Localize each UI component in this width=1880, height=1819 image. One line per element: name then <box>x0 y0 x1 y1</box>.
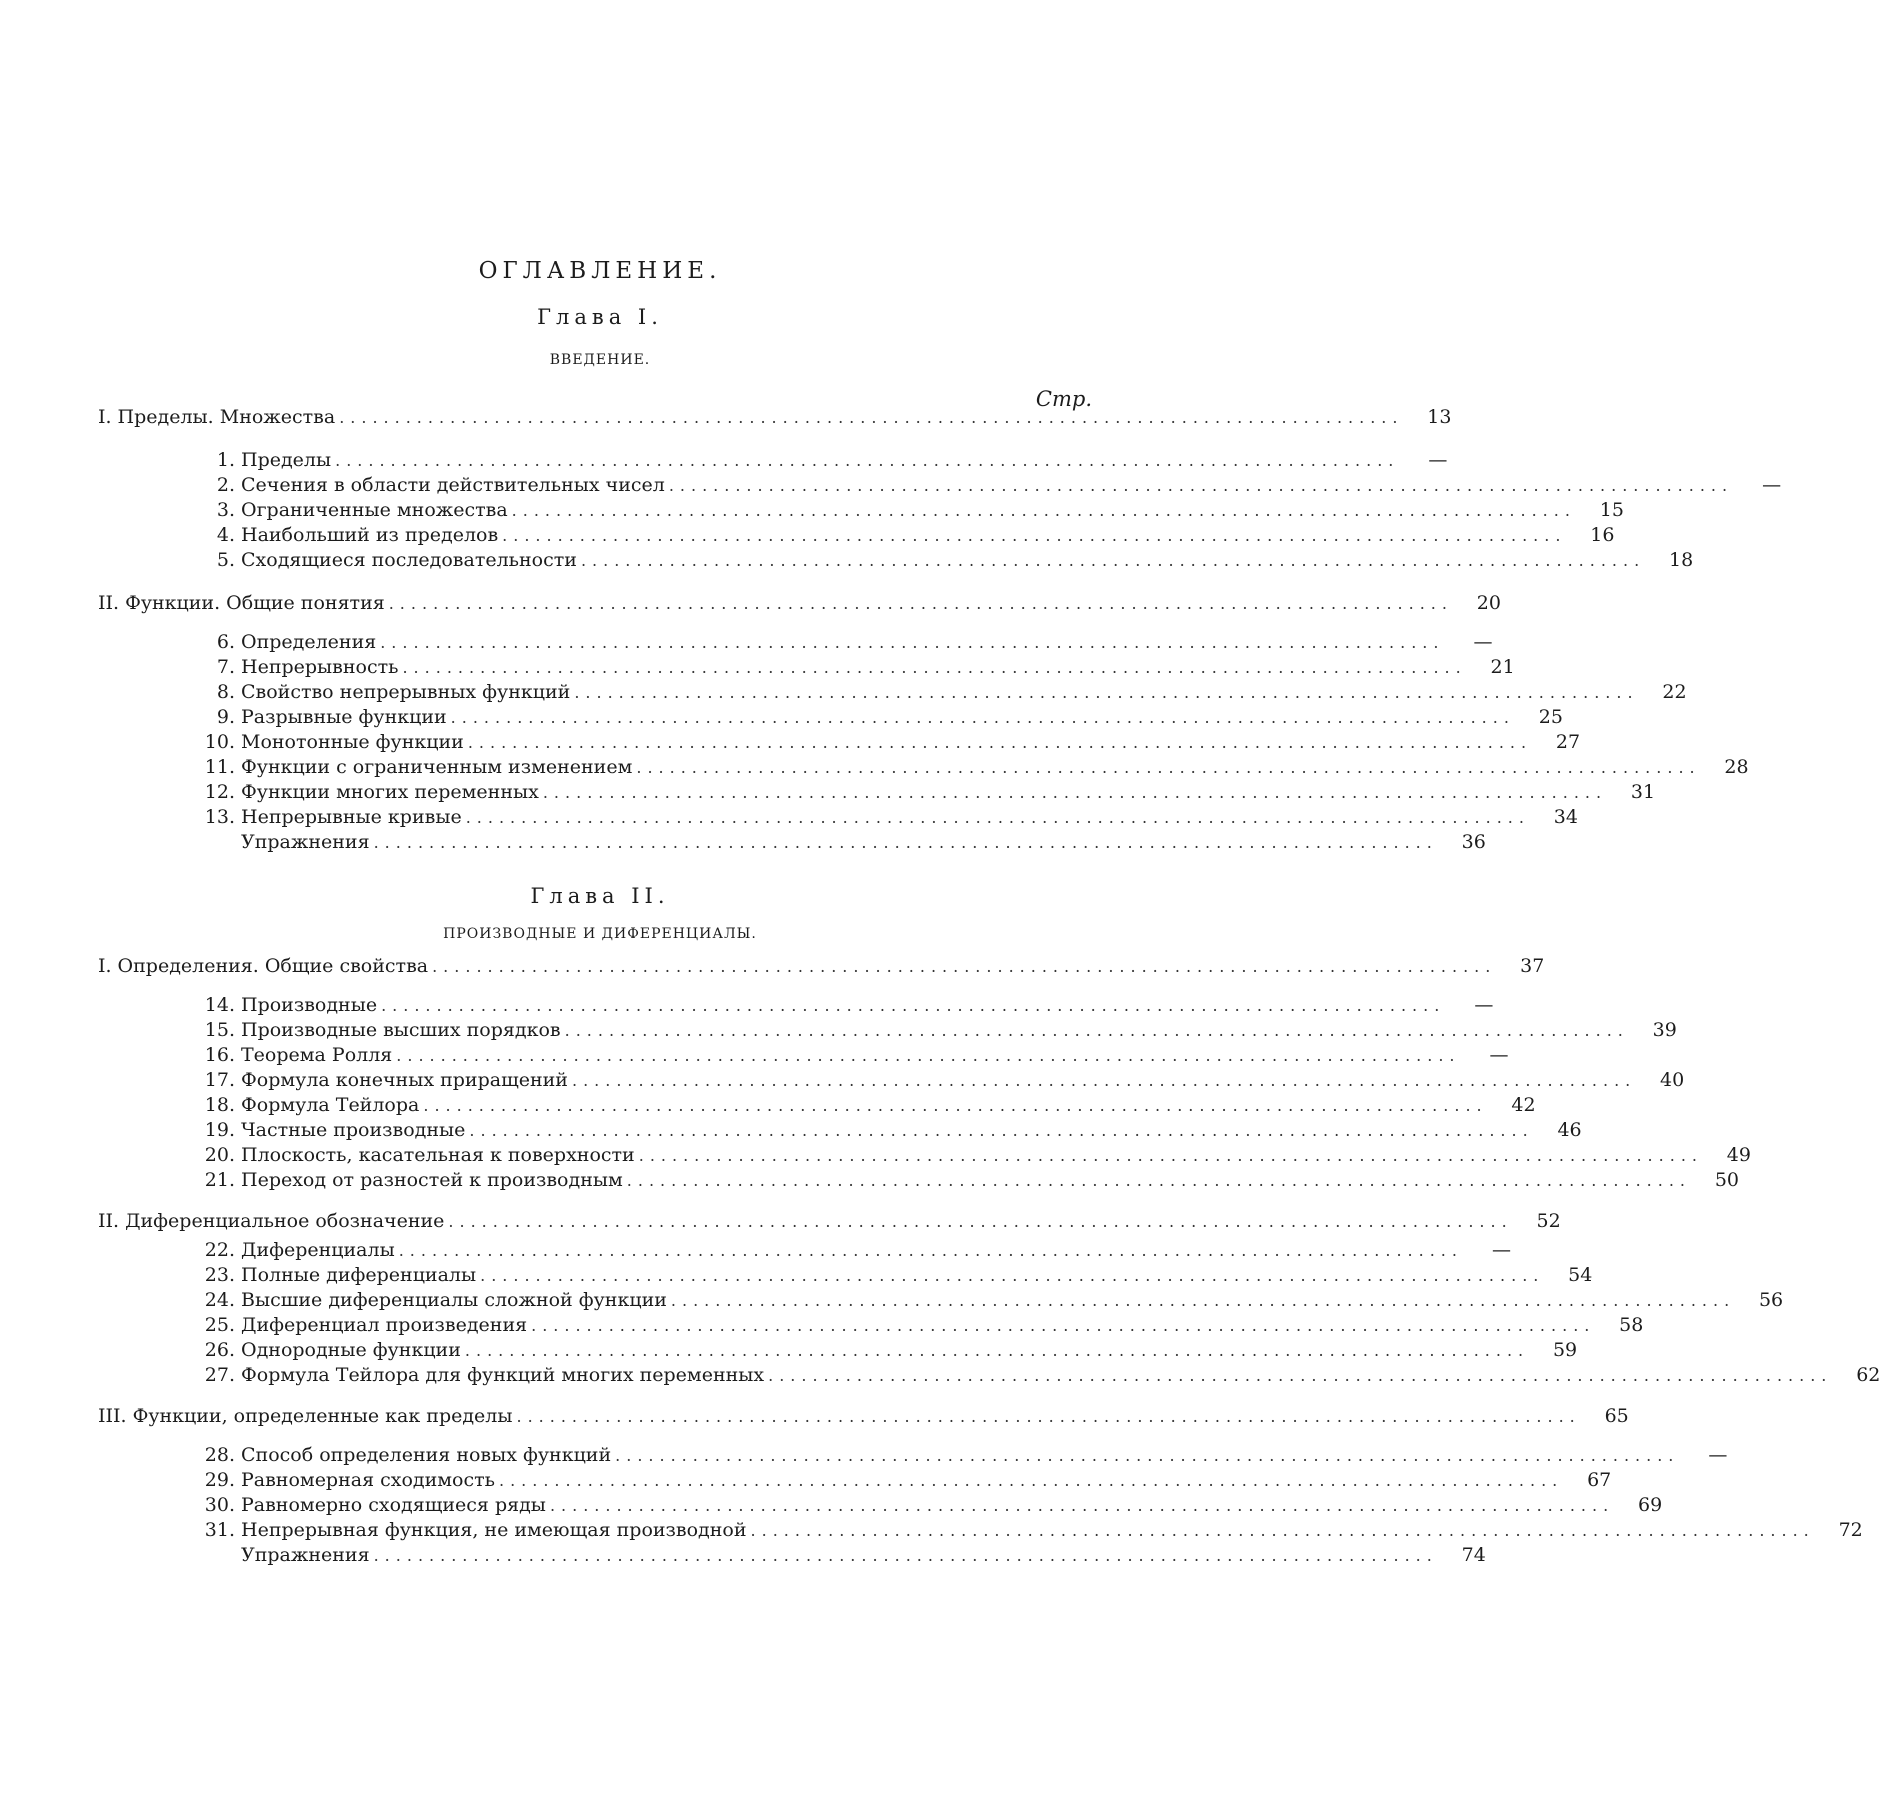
item-number: 29. <box>204 1469 235 1491</box>
item-page: 31 <box>1630 781 1656 803</box>
item-page: 42 <box>1511 1094 1536 1116</box>
toc-item[interactable] <box>180 1118 1582 1143</box>
item-title: Диференциалы <box>241 1239 395 1261</box>
dot-leader: ................................................................................................ <box>516 1407 1581 1426</box>
dot-leader: ................................................................................................ <box>668 476 1734 495</box>
chapter-2-subheading: ПРОИЗВОДНЫЕ И ДИФЕРЕНЦИАЛЫ. <box>443 926 757 942</box>
section-page: 65 <box>1604 1405 1629 1427</box>
dot-leader: ................................................................................................ <box>670 1291 1736 1310</box>
dot-leader: ................................................................................................ <box>615 1446 1680 1465</box>
item-page: 18 <box>1669 549 1694 571</box>
item-number: 9. <box>216 706 235 728</box>
item-title: Наибольший из пределов <box>241 524 499 546</box>
item-page: 67 <box>1587 1469 1612 1491</box>
dot-leader: ................................................................................................ <box>564 1021 1629 1040</box>
dot-leader: ................................................................................................ <box>571 1071 1637 1090</box>
item-page: — <box>1489 1044 1509 1066</box>
dot-leader: ................................................................................................ <box>469 1121 1534 1140</box>
item-page: 40 <box>1660 1069 1685 1091</box>
section-title: Диференциальное обозначение <box>125 1210 445 1232</box>
item-page: — <box>1428 449 1448 471</box>
toc-section[interactable] <box>98 1209 1561 1234</box>
toc-item[interactable] <box>180 1313 1644 1338</box>
toc-item[interactable] <box>180 993 1494 1018</box>
chapter-1-subheading: ВВЕДЕНИЕ. <box>549 352 651 368</box>
page-column-header: Стр. <box>1035 387 1092 411</box>
item-page: 49 <box>1726 1144 1751 1166</box>
item-number: 1. <box>216 449 235 471</box>
item-title: Сечения в области действительных чисел <box>241 474 665 496</box>
item-title: Упражнения <box>241 831 370 853</box>
dot-leader: ................................................................................................ <box>432 957 1497 976</box>
item-title: Непрерывная функция, не имеющая производной <box>241 1519 747 1541</box>
toc-item[interactable] <box>180 730 1581 755</box>
section-page: 52 <box>1536 1210 1561 1232</box>
item-title: Высшие диференциалы сложной функции <box>241 1289 667 1311</box>
item-page: 36 <box>1461 831 1486 853</box>
item-number: 6. <box>216 631 235 653</box>
dot-leader: ................................................................................................ <box>464 1341 1530 1360</box>
dot-leader: ................................................................................................ <box>373 833 1438 852</box>
toc-item[interactable] <box>180 1363 1880 1388</box>
item-number: 14. <box>204 994 235 1016</box>
section-number: I. <box>98 406 112 428</box>
item-number: 23. <box>204 1264 235 1286</box>
item-page: 58 <box>1619 1314 1644 1336</box>
item-title: Плоскость, касательная к поверхности <box>241 1144 635 1166</box>
item-title: Диференциал произведения <box>241 1314 528 1336</box>
dot-leader: ................................................................................................ <box>335 451 1400 470</box>
dot-leader: ................................................................................................ <box>636 758 1701 777</box>
dot-leader: ................................................................................................ <box>388 594 1453 613</box>
dot-leader: ................................................................................................ <box>465 808 1530 827</box>
item-title: Монотонные функции <box>241 731 464 753</box>
item-number: 28. <box>204 1444 235 1466</box>
item-number: 18. <box>204 1094 235 1116</box>
item-title: Упражнения <box>241 1544 370 1566</box>
item-number: 20. <box>204 1144 235 1166</box>
dot-leader: ................................................................................................ <box>626 1171 1692 1190</box>
item-number: 30. <box>204 1494 235 1516</box>
section-page: 13 <box>1427 406 1452 428</box>
toc-item[interactable] <box>180 548 1694 573</box>
toc-item[interactable] <box>180 1068 1685 1093</box>
item-title: Формула конечных приращений <box>241 1069 568 1091</box>
chapter-1-heading: Глава I. <box>537 305 663 329</box>
dot-leader: ................................................................................................ <box>381 996 1446 1015</box>
item-number: 27. <box>204 1364 235 1386</box>
toc-item[interactable] <box>180 1288 1784 1313</box>
item-title: Формула Тейлора для функций многих переменных <box>241 1364 765 1386</box>
item-page: 27 <box>1555 731 1581 753</box>
item-title: Однородные функции <box>241 1339 461 1361</box>
item-title: Непрерывность <box>241 656 399 678</box>
item-page: 39 <box>1652 1019 1677 1041</box>
item-number: 3. <box>216 499 235 521</box>
item-title: Частные производные <box>241 1119 466 1141</box>
dot-leader: ................................................................................................ <box>450 708 1515 727</box>
item-title: Равномерная сходимость <box>241 1469 495 1491</box>
item-page: 46 <box>1557 1119 1582 1141</box>
toc-item[interactable] <box>180 1468 1612 1493</box>
toc-item[interactable] <box>180 680 1687 705</box>
item-page: 69 <box>1638 1494 1663 1516</box>
dot-leader: ................................................................................................ <box>511 501 1576 520</box>
item-title: Разрывные функции <box>241 706 447 728</box>
item-page: 34 <box>1553 806 1578 828</box>
item-page: 50 <box>1714 1169 1740 1191</box>
toc-section[interactable] <box>98 405 1452 430</box>
item-number: 31. <box>204 1519 235 1541</box>
toc-item[interactable] <box>180 1043 1509 1068</box>
section-number: II. <box>98 1210 120 1232</box>
section-title: Пределы. Множества <box>117 406 336 428</box>
section-number: II. <box>98 592 120 614</box>
item-page: 28 <box>1724 756 1749 778</box>
dot-leader: ................................................................................................ <box>448 1212 1513 1231</box>
item-number: 8. <box>216 681 235 703</box>
item-page: 74 <box>1461 1544 1486 1566</box>
toc-item[interactable] <box>180 1443 1728 1468</box>
item-title: Функции многих переменных <box>241 781 539 803</box>
dot-leader: ................................................................................................ <box>373 1546 1438 1565</box>
item-title: Сходящиеся последовательности <box>241 549 577 571</box>
toc-item[interactable] <box>180 1093 1536 1118</box>
item-title: Ограниченные множества <box>241 499 508 521</box>
item-page: 72 <box>1838 1519 1863 1541</box>
toc-section[interactable] <box>98 1404 1629 1429</box>
dot-leader: ................................................................................................ <box>531 1316 1596 1335</box>
toc-item[interactable] <box>180 655 1515 680</box>
dot-leader: ................................................................................................ <box>574 683 1639 702</box>
item-number: 2. <box>216 474 235 496</box>
item-title: Теорема Ролля <box>241 1044 393 1066</box>
section-title: Функции. Общие понятия <box>125 592 385 614</box>
toc-item[interactable] <box>180 1338 1578 1363</box>
item-page: 25 <box>1538 706 1563 728</box>
section-number: III. <box>98 1405 127 1427</box>
item-title: Непрерывные кривые <box>241 806 462 828</box>
toc-item[interactable] <box>180 1263 1593 1288</box>
dot-leader: ................................................................................................ <box>402 658 1467 677</box>
toc-item[interactable] <box>180 755 1749 780</box>
toc-section[interactable] <box>98 954 1545 979</box>
dot-leader: ................................................................................................ <box>423 1096 1488 1115</box>
dot-leader: ................................................................................................ <box>499 1471 1564 1490</box>
item-title: Пределы <box>241 449 332 471</box>
item-title: Функции с ограниченным изменением <box>241 756 633 778</box>
toc-item[interactable] <box>180 630 1493 655</box>
item-number: 21. <box>204 1169 235 1191</box>
item-title: Свойство непрерывных функций <box>241 681 571 703</box>
toc-item[interactable] <box>180 1168 1740 1193</box>
toc-item[interactable] <box>180 1143 1751 1168</box>
toc-item[interactable] <box>180 1543 1486 1568</box>
item-number: 26. <box>204 1339 235 1361</box>
toc-item[interactable] <box>180 1493 1663 1518</box>
dot-leader: ................................................................................................ <box>502 526 1567 545</box>
toc-item[interactable] <box>180 1018 1677 1043</box>
dot-leader: ................................................................................................ <box>638 1146 1703 1165</box>
item-page: 56 <box>1758 1289 1784 1311</box>
item-page: 21 <box>1490 656 1515 678</box>
section-page: 20 <box>1476 592 1501 614</box>
item-number: 7. <box>216 656 235 678</box>
dot-leader: ................................................................................................ <box>396 1046 1461 1065</box>
dot-leader: ................................................................................................ <box>380 633 1445 652</box>
dot-leader: ................................................................................................ <box>549 1496 1615 1515</box>
item-number: 25. <box>204 1314 235 1336</box>
toc-item[interactable] <box>180 1518 1863 1543</box>
toc-section[interactable] <box>98 591 1501 616</box>
item-title: Переход от разностей к производным <box>241 1169 623 1191</box>
item-number: 17. <box>204 1069 235 1091</box>
dot-leader: ................................................................................................ <box>768 1366 1833 1385</box>
dot-leader: ................................................................................................ <box>542 783 1608 802</box>
dot-leader: ................................................................................................ <box>467 733 1533 752</box>
item-page: 15 <box>1599 499 1624 521</box>
toc-item[interactable] <box>180 498 1624 523</box>
toc-item[interactable] <box>180 830 1486 855</box>
dot-leader: ................................................................................................ <box>398 1241 1463 1260</box>
item-title: Определения <box>241 631 377 653</box>
item-number: 10. <box>204 731 235 753</box>
item-page: — <box>1473 631 1493 653</box>
item-number: 19. <box>204 1119 235 1141</box>
item-page: 22 <box>1662 681 1687 703</box>
item-number: 11. <box>204 756 235 778</box>
item-page: — <box>1474 994 1494 1016</box>
item-title: Производные <box>241 994 378 1016</box>
item-title: Полные диференциалы <box>241 1264 477 1286</box>
dot-leader: ................................................................................................ <box>480 1266 1545 1285</box>
item-page: 16 <box>1590 524 1615 546</box>
item-number: 13. <box>204 806 235 828</box>
section-title: Функции, определенные как пределы <box>132 1405 513 1427</box>
item-number: 22. <box>204 1239 235 1261</box>
item-number: 16. <box>204 1044 235 1066</box>
item-number: 5. <box>216 549 235 571</box>
toc-item[interactable] <box>180 473 1782 498</box>
item-number: 15. <box>204 1019 235 1041</box>
item-title: Равномерно сходящиеся ряды <box>241 1494 546 1516</box>
toc-item[interactable] <box>180 780 1656 805</box>
toc-item[interactable] <box>180 705 1563 730</box>
item-title: Способ определения новых функций <box>241 1444 612 1466</box>
dot-leader: ................................................................................................ <box>580 551 1646 570</box>
item-page: — <box>1708 1444 1728 1466</box>
item-number: 12. <box>204 781 235 803</box>
item-number: 4. <box>216 524 235 546</box>
item-page: — <box>1762 474 1782 496</box>
toc-item[interactable] <box>180 523 1615 548</box>
section-title: Определения. Общие свойства <box>117 955 429 977</box>
dot-leader: ................................................................................................ <box>750 1521 1815 1540</box>
toc-title: ОГЛАВЛЕНИЕ. <box>478 258 722 284</box>
item-title: Производные высших порядков <box>241 1019 561 1041</box>
toc-item[interactable] <box>180 448 1448 473</box>
item-page: 62 <box>1856 1364 1880 1386</box>
section-number: I. <box>98 955 112 977</box>
item-number: 24. <box>204 1289 235 1311</box>
section-page: 37 <box>1520 955 1545 977</box>
chapter-2-heading: Глава II. <box>530 884 670 908</box>
dot-leader: ................................................................................................ <box>339 408 1404 427</box>
item-page: 54 <box>1568 1264 1593 1286</box>
item-page: 59 <box>1552 1339 1578 1361</box>
toc-item[interactable] <box>180 1238 1511 1263</box>
item-title: Формула Тейлора <box>241 1094 420 1116</box>
toc-item[interactable] <box>180 805 1578 830</box>
item-page: — <box>1491 1239 1511 1261</box>
